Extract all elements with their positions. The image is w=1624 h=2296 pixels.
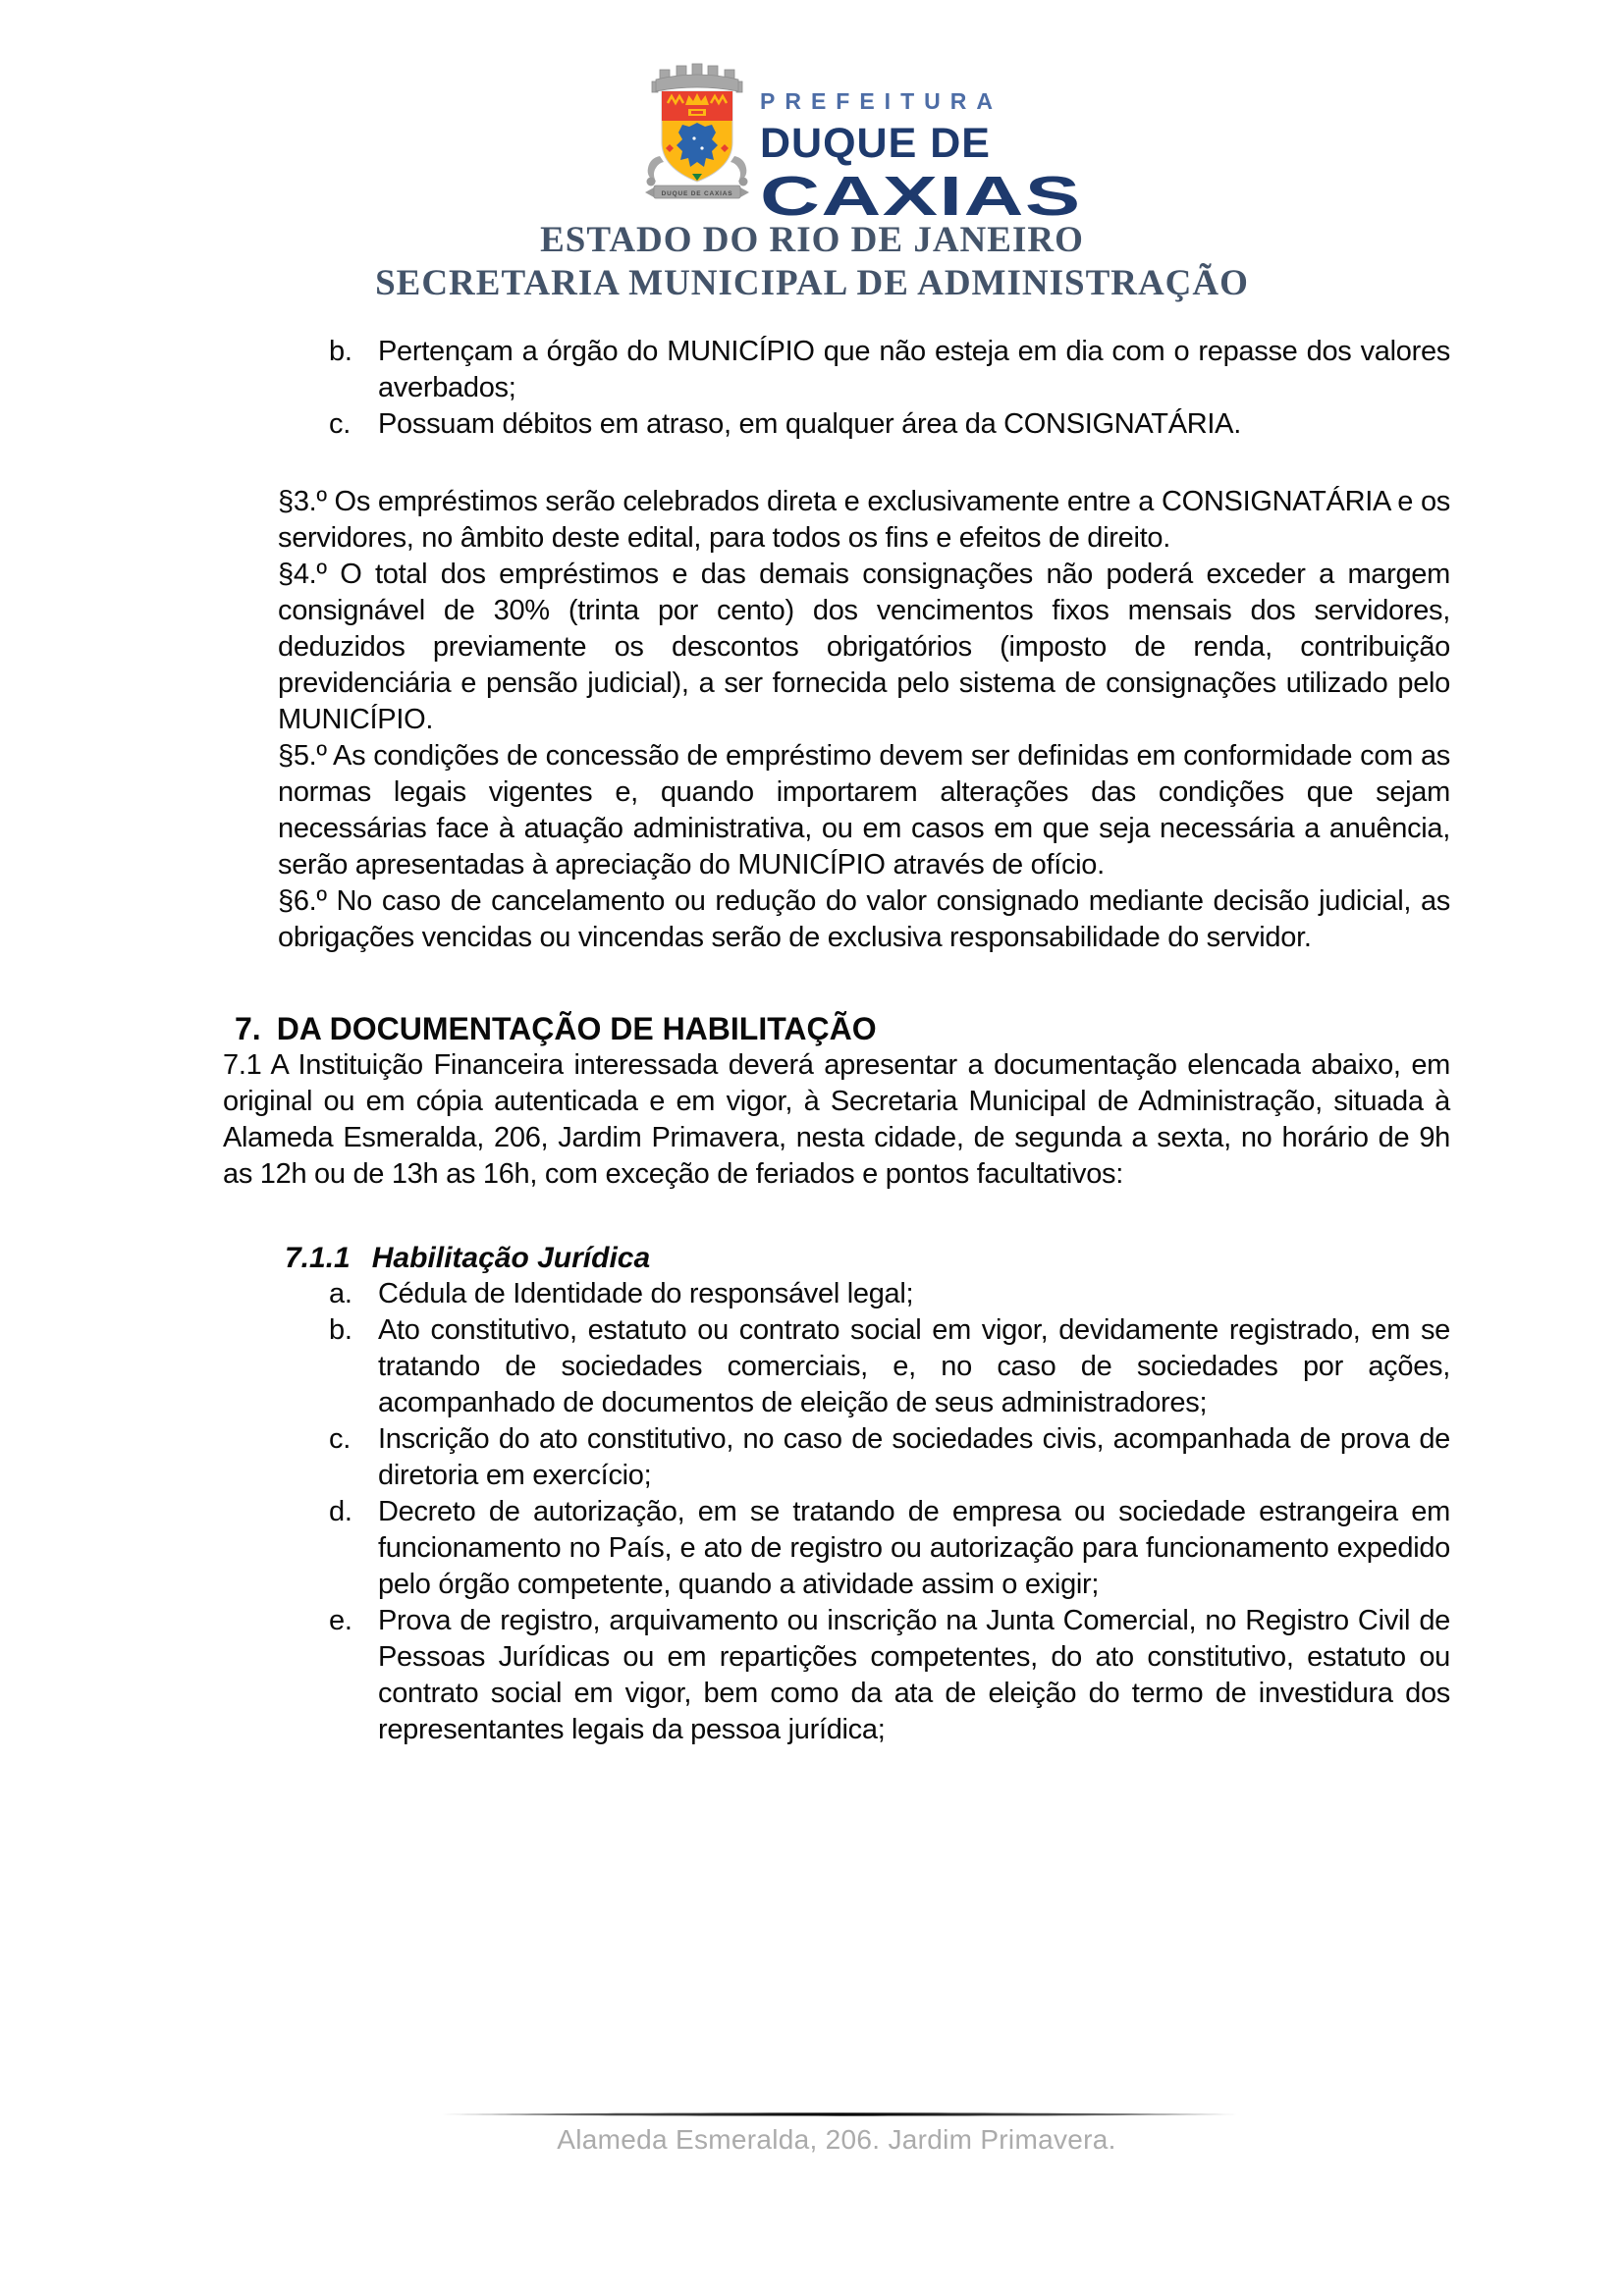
- list-marker: a.: [329, 1278, 352, 1309]
- list-item-text: Inscrição do ato constitutivo, no caso de sociedades civis, acompanhada de prova de diretoria em exercício;: [378, 1423, 1450, 1491]
- list-item: [223, 406, 1450, 443]
- paragraph-block: [223, 484, 1450, 956]
- list-item: [223, 334, 1450, 406]
- footer-rule: [442, 2111, 1237, 2117]
- paragraph-7-1: 7.1 A Instituição Financeira interessada deverá apresentar a documentação elencada abaixo, em original ou em cópia autenticada e em vigor, à Secretaria Municipal de Administração, situada à Alameda Esmeralda, 206, Jardim Primavera, nesta cidade, de segunda a sexta, no horário de 9h as 12h ou de 13h as 16h, com exceção de feriados e pontos facultativos:: [223, 1049, 1450, 1190]
- list-item-text: Ato constitutivo, estatuto ou contrato social em vigor, devidamente registrado, em se tratando de sociedades comerciais, e, no caso de sociedades por ações, acompanhado de documentos de eleição de seus administradores;: [378, 1314, 1450, 1418]
- wordmark-prefeitura: PREFEITURA: [760, 88, 1002, 114]
- banner-text: DUQUE DE CAXIAS: [661, 190, 733, 197]
- paragraph-3: §3.º Os empréstimos serão celebrados direta e exclusivamente entre a CONSIGNATÁRIA e os servidores, no âmbito deste edital, para todos os fins e efeitos de direito.: [278, 486, 1450, 554]
- section-7-heading: [223, 1011, 1450, 1047]
- list-item: [223, 1421, 1450, 1494]
- list-item-text: Pertençam a órgão do MUNICÍPIO que não esteja em dia com o repasse dos valores averbados;: [378, 336, 1450, 403]
- list-item-text: Prova de registro, arquivamento ou inscrição na Junta Comercial, no Registro Civil de Pessoas Jurídicas ou em repartições competentes, do ato constitutivo, estatuto ou contrato social em vigor, bem como da ata de eleição do termo de investidura dos representantes legais da pessoa jurídica;: [378, 1605, 1450, 1745]
- list-marker: c.: [329, 1423, 351, 1455]
- shield-icon: [662, 91, 732, 182]
- list-item: [223, 1494, 1450, 1603]
- list-marker: b.: [329, 1314, 352, 1346]
- list-marker: d.: [329, 1496, 352, 1527]
- footer-address: Alameda Esmeralda, 206. Jardim Primavera.: [557, 2124, 1116, 2155]
- section-label: DA DOCUMENTAÇÃO DE HABILITAÇÃO: [276, 1011, 877, 1046]
- list-item-text: Cédula de Identidade do responsável legal;: [378, 1278, 914, 1309]
- section-number: 7.: [235, 1011, 261, 1046]
- list-marker: c.: [329, 408, 351, 440]
- list-item: [223, 1276, 1450, 1312]
- banner-icon: [645, 186, 749, 198]
- subsection-title: Habilitação Jurídica: [371, 1242, 651, 1274]
- wordmark-caxias: CAXIAS: [760, 165, 1082, 228]
- logo-wordmark: [760, 88, 1082, 228]
- list-item-text: Possuam débitos em atraso, em qualquer área da CONSIGNATÁRIA.: [378, 408, 1241, 440]
- list-item: [223, 1312, 1450, 1421]
- list-item: [223, 1603, 1450, 1748]
- wordmark-duque-de: DUQUE DE: [760, 120, 991, 167]
- paragraph-6: §6.º No caso de cancelamento ou redução do valor consignado mediante decisão judicial, as obrigações vencidas ou vincendas serão de exclusiva responsabilidade do servidor.: [278, 885, 1450, 953]
- document-body: [223, 334, 1450, 1748]
- mural-crown-icon: [652, 64, 742, 92]
- coat-of-arms-icon: [640, 57, 754, 200]
- state-title: ESTADO DO RIO DE JANEIRO: [540, 220, 1084, 260]
- list-item-text: Decreto de autorização, em se tratando de empresa ou sociedade estrangeira em funcionamento no País, e ato de registro ou autorização para funcionamento expedido pelo órgão competente, quando a atividade assim o exigir;: [378, 1496, 1450, 1600]
- list-marker: b.: [329, 336, 352, 367]
- paragraph-4: §4.º O total dos empréstimos e das demais consignações não poderá exceder a margem consignável de 30% (trinta por cento) dos vencimentos fixos mensais dos servidores, deduzidos previamente os descontos obrigatórios (imposto de renda, contribuição previdenciária e pensão judicial), a ser fornecida pelo sistema de consignações utilizado pelo MUNICÍPIO.: [278, 559, 1450, 735]
- list-marker: e.: [329, 1605, 352, 1636]
- section-7-1-1-heading: [223, 1240, 1450, 1276]
- secretary-title: SECRETARIA MUNICIPAL DE ADMINISTRAÇÃO: [375, 263, 1249, 303]
- paragraph-5: §5.º As condições de concessão de empréstimo devem ser definidas em conformidade com as normas legais vigentes e, quando importarem alterações das condições que sejam necessárias face à atuação administrativa, ou em casos em que seja necessária a anuência, serão apresentadas à apreciação do MUNICÍPIO através de ofício.: [278, 740, 1450, 881]
- subsection-number: 7.1.1: [285, 1242, 351, 1274]
